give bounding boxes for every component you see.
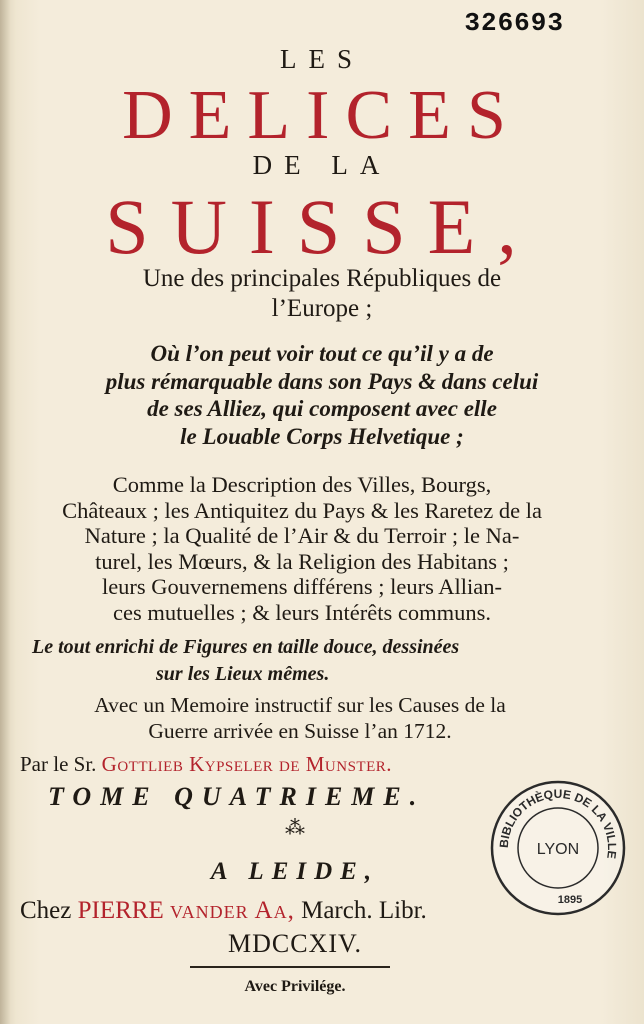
subtitle	[0, 264, 644, 324]
italic-line: plus rémarquable dans son Pays & dans celui	[105, 368, 539, 394]
figures-note	[32, 634, 572, 688]
privilege-note: Avec Privilége.	[244, 978, 346, 995]
library-stamp	[488, 778, 628, 918]
title-les: LES	[279, 44, 364, 74]
imprint-year: MDCCXIV.	[228, 929, 362, 958]
stamp-ring-text: BIBLIOTHÈQUE DE LA VILLE	[496, 786, 620, 860]
author-line	[20, 752, 392, 777]
publisher-line	[20, 897, 427, 925]
italic-description	[0, 340, 644, 450]
italic-line: le Louable Corps Helvetique ;	[180, 423, 464, 449]
description-line: Nature ; la Qualité de l’Air & du Terroir ; le Na-	[84, 523, 520, 548]
author-prefix: Par le Sr.	[20, 752, 97, 776]
italic-line: Où l’on peut voir tout ce qu’il y a de	[150, 341, 494, 366]
subtitle-line-2: l’Europe ;	[271, 295, 373, 322]
memoire-line: Guerre arrivée en Suisse l’an 1712.	[148, 719, 452, 743]
imprint-place: A LEIDE,	[210, 858, 380, 885]
memoire-line: Avec un Memoire instructif sur les Causes de la	[94, 693, 506, 717]
italic-line: de ses Alliez, qui composent avec elle	[147, 396, 497, 421]
publisher-vander: vander Aa,	[170, 897, 295, 924]
tome-label: TOME QUATRIEME.	[48, 782, 426, 811]
author-name: Gottlieb Kypseler de Munster.	[101, 752, 393, 776]
description-line: Châteaux ; les Antiquitez du Pays & les Raretez de la	[62, 497, 542, 523]
publisher-chez: Chez	[20, 897, 72, 924]
title-suisse: SUISSE,	[105, 183, 539, 270]
ornament-stars: ⁂	[285, 817, 305, 839]
content-description	[22, 472, 582, 625]
horizontal-rule	[190, 966, 390, 968]
stamp-date: 1895	[557, 894, 583, 906]
description-line: leurs Gouvernemens différens ; leurs Allian-	[101, 574, 503, 599]
memoire-note	[0, 692, 600, 744]
stamp-center-text: LYON	[536, 841, 580, 858]
description-line: Comme la Description des Villes, Bourgs,	[112, 472, 492, 497]
call-number: 326693	[464, 8, 564, 38]
subtitle-line-1: Une des principales Républiques de	[142, 265, 502, 292]
publisher-pierre: PIERRE	[77, 897, 164, 924]
title-delices: DELICES	[122, 77, 522, 154]
figures-line: sur les Lieux mêmes.	[156, 663, 330, 685]
description-line: turel, les Mœurs, & la Religion des Habitans ;	[95, 548, 509, 574]
title-de-la: DE LA	[252, 150, 392, 180]
figures-line: Le tout enrichi de Figures en taille douce, dessinées	[32, 636, 460, 658]
description-line: ces mutuelles ; & leurs Intérêts communs.	[112, 599, 492, 625]
publisher-march: March. Libr.	[301, 897, 427, 924]
